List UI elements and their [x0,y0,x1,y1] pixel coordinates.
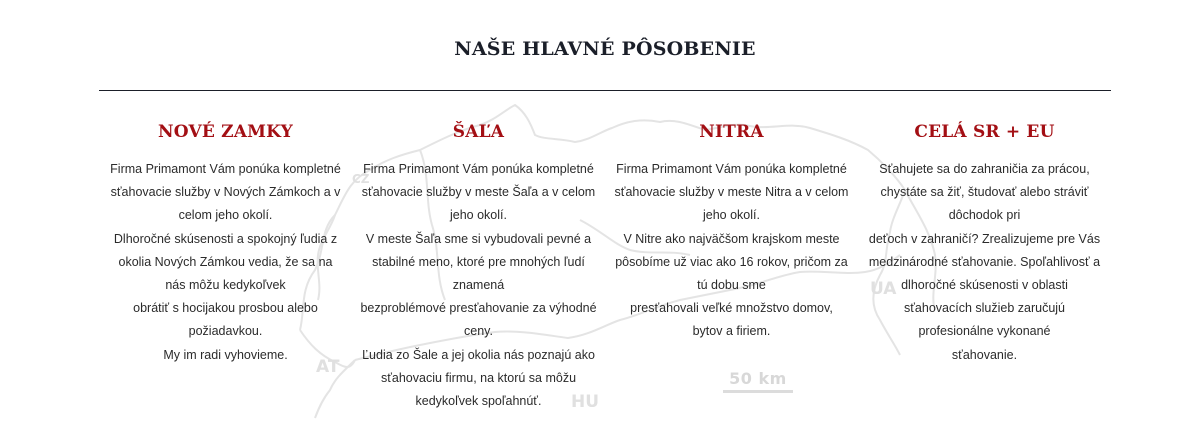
description-line: My im radi vyhovieme. [163,347,288,362]
description-line: Dlhoročné skúsenosti a spokojný ľudia z [113,231,338,246]
description-line: dôchodok pri [948,208,1021,223]
description-line: sťahovacích služieb zaručujú [903,301,1066,316]
description-line: jeho okolí. [703,208,760,223]
location-description [605,158,858,344]
description-line: sťahovacie služby v Nových Zámkoch a v [110,185,341,200]
description-line: okolia Nových Zámkou vedia, že sa na [118,254,333,269]
location-description [858,158,1111,367]
location-heading: NOVÉ ZAMKY [158,122,293,142]
description-line: obrátiť s hocijakou prosbou alebo [133,301,318,316]
section-title: NAŠE HLAVNÉ PÔSOBENIE [454,38,756,60]
description-line: znamená [452,278,505,293]
description-line: ceny. [464,324,493,339]
description-line: pôsobíme už viac ako 16 rokov, pričom za [615,254,848,269]
description-line: profesionálne vykonané [918,324,1051,339]
description-line: požiadavkou. [188,324,263,339]
description-line: nás môžu kedykoľvek [165,278,286,293]
location-description [352,158,605,413]
description-line: Firma Primamont Vám ponúka kompletné [616,162,847,176]
location-column-nitra [605,118,858,413]
description-line: bezproblémové presťahovanie za výhodné [360,301,597,316]
description-line: jeho okolí. [450,208,507,223]
map-label-ua: UA [870,279,897,299]
description-line: dlhoročné skúsenosti v oblasti [901,278,1068,293]
location-column-nove-zamky [99,118,352,413]
map-label-at: AT [316,357,340,377]
description-line: bytov a firiem. [692,324,771,339]
locations-columns [99,118,1111,413]
description-line: kedykoľvek spoľahnúť. [415,394,542,409]
location-column-sala [352,118,605,413]
description-line: deťoch v zahraničí? Zrealizujeme pre Vás [868,231,1101,246]
description-line: Sťahujete sa do zahraničia za prácou, [879,162,1090,176]
description-line: sťahovacie služby v meste Šaľa a v celom [361,185,596,200]
location-description [99,158,352,367]
description-line: V Nitre ako najväčšom krajskom meste [623,231,840,246]
location-column-sr-eu [858,118,1111,413]
map-label-cz: CZ [352,172,370,186]
location-heading: NITRA [699,122,764,142]
description-line: tú dobu sme [697,278,766,293]
description-line: Firma Primamont Vám ponúka kompletné [363,162,594,176]
description-line: sťahovacie služby v meste Nitra a v celom [614,185,849,200]
description-line: Firma Primamont Vám ponúka kompletné [110,162,341,176]
description-line: sťahovaciu firmu, na ktorú sa môžu [380,370,577,385]
location-heading: ŠAĽA [452,122,505,142]
description-line: stabilné meno, ktoré pre mnohých ľudí [372,254,585,269]
description-line: presťahovali veľké množstvo domov, [630,301,833,316]
location-heading: CELÁ SR + EU [914,122,1055,142]
map-label-hu: HU [571,392,600,412]
description-line: Ľudia zo Šale a jej okolia nás poznajú ako [362,347,595,362]
description-line: chystáte sa žiť, študovať alebo stráviť [880,185,1089,200]
description-line: medzinárodné sťahovanie. Spoľahlivosť a [868,254,1101,269]
description-line: sťahovanie. [951,347,1018,362]
title-divider [99,90,1111,91]
description-line: celom jeho okolí. [178,208,273,223]
map-scale-label: 50 km [729,369,787,388]
description-line: V meste Šaľa sme si vybudovali pevné a [365,231,592,246]
